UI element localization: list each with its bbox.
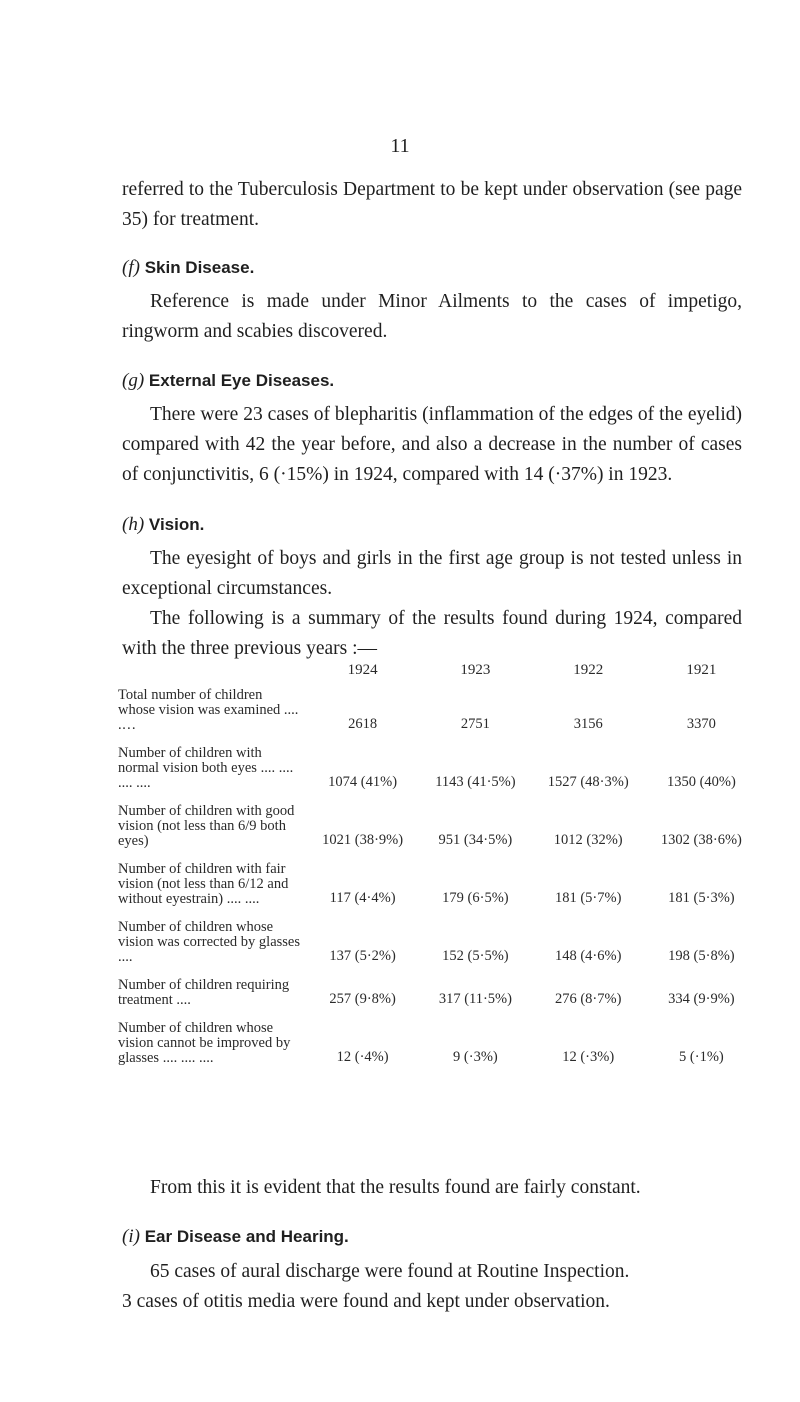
- heading-title: Ear Disease and Hearing.: [144, 1227, 349, 1246]
- paragraph-otitis-media: 3 cases of otitis media were found and kept under observation.: [122, 1291, 610, 1312]
- heading-title: Vision.: [148, 515, 205, 534]
- table-row: [118, 857, 758, 915]
- table-cell: 12 (·4%): [336, 1049, 389, 1065]
- table-row: [118, 683, 758, 741]
- table-row: [118, 799, 758, 857]
- row-label: Number of children with good vision (not less than 6/9 both eyes): [118, 803, 295, 849]
- table-row: [118, 741, 758, 799]
- paragraph-skin-disease: Reference is made under Minor Ailments to the cases of impetigo, ringworm and scabies discovered.: [122, 291, 742, 342]
- table-cell: 317 (11·5%): [438, 991, 512, 1007]
- table-cell: 1074 (41%): [328, 774, 398, 790]
- table-cell: 3156: [573, 716, 603, 732]
- table-cell: 9 (·3%): [453, 1049, 498, 1065]
- table-cell: 3370: [686, 716, 716, 732]
- row-label: Number of children with normal vision both eyes .... .... .... ....: [118, 745, 294, 791]
- row-label: Number of children requiring treatment ....: [118, 977, 290, 1008]
- table-cell: 1143 (41·5%): [435, 774, 516, 790]
- table-header-year: 1922: [573, 662, 604, 678]
- table-header-blank: [118, 662, 306, 683]
- table-cell: 198 (5·8%): [668, 948, 735, 964]
- heading-letter: (i): [122, 1226, 140, 1247]
- table-cell: 257 (9·8%): [329, 991, 396, 1007]
- table-cell: 2751: [460, 716, 490, 732]
- table-cell: 12 (·3%): [562, 1049, 615, 1065]
- table-cell: 117 (4·4%): [329, 890, 396, 906]
- table-cell: 148 (4·6%): [554, 948, 622, 964]
- row-label: Number of children whose vision was corrected by glasses ....: [118, 919, 301, 965]
- row-label: Total number of children whose vision was examined .... .…: [118, 687, 299, 733]
- paragraph-ear-discharge: 65 cases of aural discharge were found at Routine Inspection.: [150, 1261, 630, 1282]
- row-label: Number of children whose vision cannot be improved by glasses .... .... ....: [118, 1020, 291, 1066]
- table-cell: 181 (5·3%): [668, 890, 735, 906]
- table-cell: 152 (5·5%): [442, 948, 509, 964]
- table-cell: 1527 (48·3%): [547, 774, 629, 790]
- table-cell: 1021 (38·9%): [322, 832, 404, 848]
- table-header-row: [118, 662, 758, 683]
- heading-skin-disease: [122, 257, 254, 279]
- heading-title: Skin Disease.: [144, 258, 255, 277]
- heading-letter: (h): [122, 514, 145, 535]
- table-cell: 2618: [348, 716, 378, 732]
- heading-ear-disease: [122, 1226, 349, 1248]
- table-cell: 5 (·1%): [679, 1049, 724, 1065]
- table-cell: 1302 (38·6%): [660, 832, 742, 848]
- table-row: [118, 915, 758, 973]
- heading-title: External Eye Diseases.: [148, 371, 335, 390]
- row-label: Number of children with fair vision (not less than 6/12 and without eyestrain) .... ....: [118, 861, 289, 907]
- paragraph-tuberculosis: referred to the Tuberculosis Department to be kept under observation (see page 35) for treatment.: [122, 179, 742, 230]
- heading-letter: (f): [122, 257, 140, 278]
- table-cell: 1012 (32%): [553, 832, 623, 848]
- table-cell: 951 (34·5%): [438, 832, 513, 848]
- paragraph-vision-conclusion: From this it is evident that the results found are fairly constant.: [150, 1177, 641, 1198]
- table-cell: 334 (9·9%): [668, 991, 735, 1007]
- heading-vision: [122, 514, 204, 536]
- table-row: [118, 1016, 758, 1074]
- table-header-year: 1924: [347, 662, 378, 678]
- table-cell: 137 (5·2%): [329, 948, 396, 964]
- heading-letter: (g): [122, 370, 145, 391]
- heading-external-eye-diseases: [122, 370, 334, 392]
- paragraph-vision-summary: The following is a summary of the results found during 1924, compared with the three previous years :—: [122, 608, 742, 659]
- paragraph-external-eye: There were 23 cases of blepharitis (inflammation of the edges of the eyelid) compared with 42 the year before, and also a decrease in the number of cases of conjunctivitis, 6 (·15%) in 1924, compared with 14 (·37%) in 1923.: [122, 404, 742, 485]
- table-cell: 1350 (40%): [666, 774, 736, 790]
- table-cell: 181 (5·7%): [554, 890, 622, 906]
- table-cell: 179 (6·5%): [442, 890, 509, 906]
- page-number: 11: [390, 135, 410, 157]
- table-cell: 276 (8·7%): [554, 991, 622, 1007]
- table-header-year: 1923: [460, 662, 491, 678]
- table-header-year: 1921: [686, 662, 717, 678]
- table-row: [118, 973, 758, 1016]
- paragraph-vision-intro: The eyesight of boys and girls in the first age group is not tested unless in exceptional circumstances.: [122, 548, 742, 599]
- vision-summary-table: [118, 662, 758, 1074]
